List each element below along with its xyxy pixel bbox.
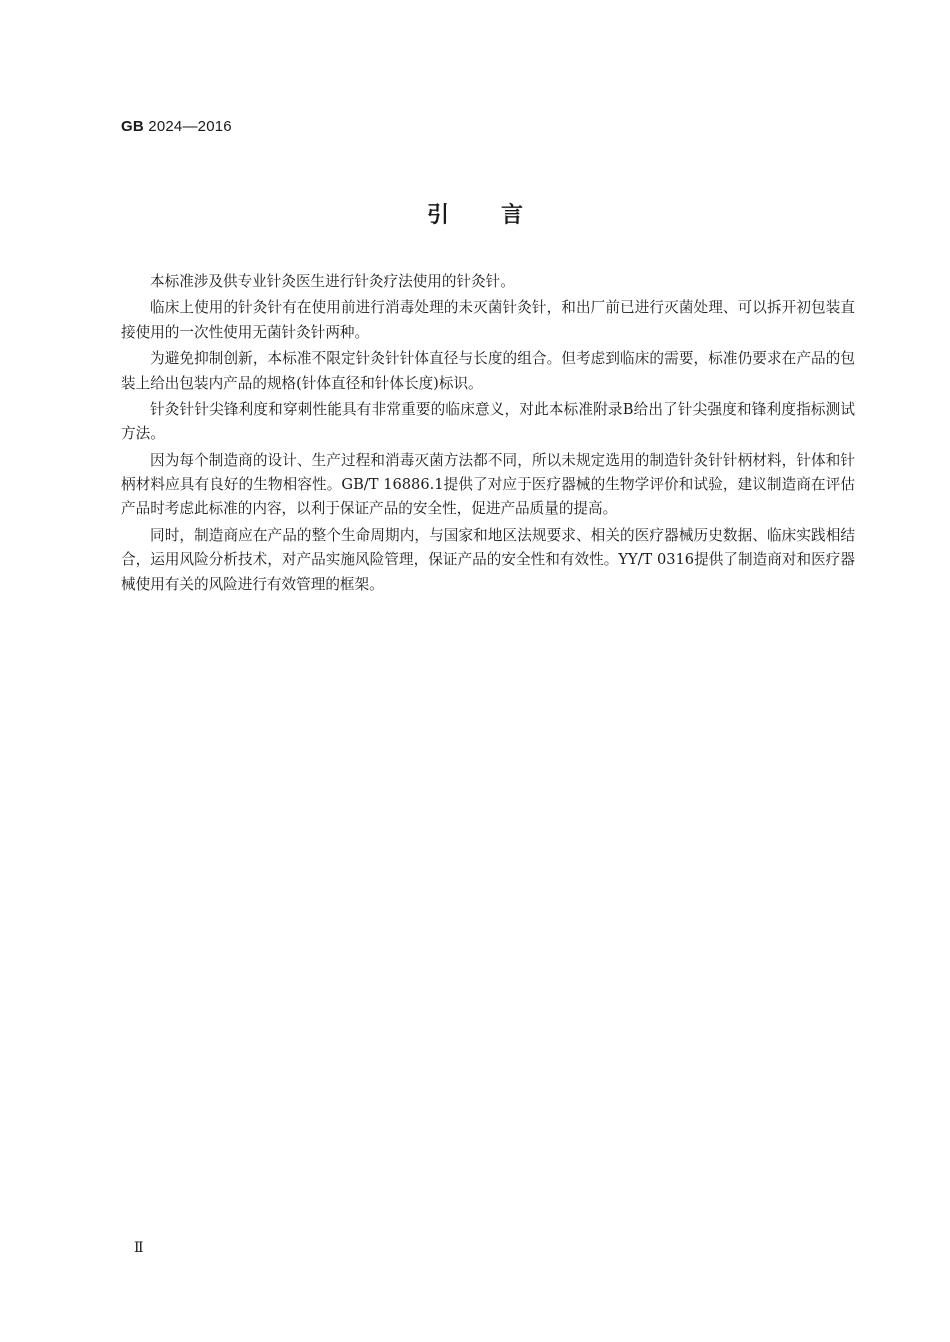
standard-code bbox=[121, 118, 232, 135]
page-number: Ⅱ bbox=[134, 1240, 144, 1256]
paragraph: 同时，制造商应在产品的整个生命周期内，与国家和地区法规要求、相关的医疗器械历史数据、临床实践相结合，运用风险分析技术，对产品实施风险管理，保证产品的安全性和有效性。YY/T 0316提供了制造商对和医疗器械使用有关的风险进行有效管理的框架。 bbox=[121, 526, 855, 593]
paragraph: 因为每个制造商的设计、生产过程和消毒灭菌方法都不同，所以未规定选用的制造针灸针针柄材料，针体和针柄材料应具有良好的生物相容性。GB/T 16886.1提供了对应于医疗器械的生物学评价和试验，建议制造商在评估产品时考虑此标准的内容，以利于保证产品的安全性，促进产品质量的提高。 bbox=[121, 451, 855, 518]
paragraph: 临床上使用的针灸针有在使用前进行消毒处理的未灭菌针灸针，和出厂前已进行灭菌处理、可以拆开初包装直接使用的一次性使用无菌针灸针两种。 bbox=[121, 299, 855, 341]
paragraph: 本标准涉及供专业针灸医生进行针灸疗法使用的针灸针。 bbox=[150, 273, 515, 290]
paragraph: 针灸针针尖锋利度和穿刺性能具有非常重要的临床意义，对此本标准附录B给出了针尖强度和锋利度指标测试方法。 bbox=[121, 401, 855, 443]
standard-number: 2024—2016 bbox=[148, 118, 232, 135]
paragraph: 为避免抑制创新，本标准不限定针灸针针体直径与长度的组合。但考虑到临床的需要，标准仍要求在产品的包装上给出包装内产品的规格(针体直径和针体长度)标识。 bbox=[121, 350, 855, 392]
introduction-body bbox=[121, 270, 855, 599]
standard-prefix: GB bbox=[121, 118, 144, 135]
section-title: 引言 bbox=[426, 203, 575, 228]
